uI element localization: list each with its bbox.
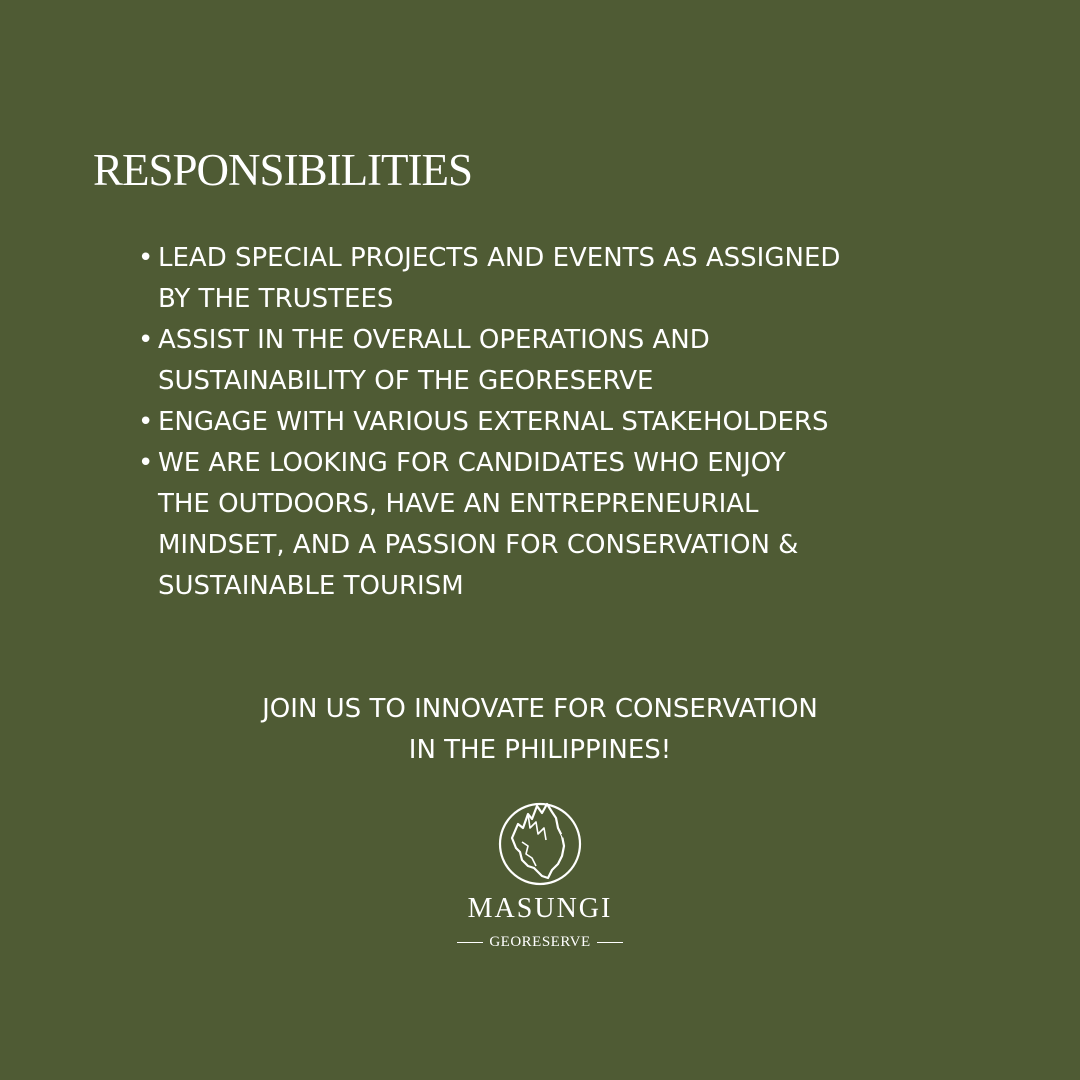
list-item [138, 320, 998, 402]
responsibilities-list [138, 238, 998, 607]
masungi-logo [440, 790, 640, 960]
list-item [138, 402, 998, 443]
bullet: • [138, 243, 154, 273]
cta-line: JOIN US TO INNOVATE FOR CONSERVATION [262, 694, 818, 724]
bullet: • [138, 448, 154, 478]
page-title: RESPONSIBILITIES [93, 145, 473, 195]
list-item-line: SUSTAINABLE TOURISM [158, 571, 464, 601]
list-item-line: ASSIST IN THE OVERALL OPERATIONS AND [158, 325, 710, 355]
list-item-line: SUSTAINABILITY OF THE GEORESERVE [158, 366, 654, 396]
list-item-line: MINDSET, AND A PASSION FOR CONSERVATION & [158, 530, 799, 560]
bullet: • [138, 325, 154, 355]
cta-line: IN THE PHILIPPINES! [408, 735, 672, 765]
list-item-line: LEAD SPECIAL PROJECTS AND EVENTS AS ASSIGNED [158, 243, 841, 273]
list-item [138, 238, 998, 320]
list-item-line: ENGAGE WITH VARIOUS EXTERNAL STAKEHOLDERS [158, 407, 829, 437]
list-item [138, 443, 998, 607]
list-item-line: THE OUTDOORS, HAVE AN ENTREPRENEURIAL [158, 489, 759, 519]
list-item-line: BY THE TRUSTEES [158, 284, 394, 314]
divider [457, 942, 483, 943]
list-item-line: WE ARE LOOKING FOR CANDIDATES WHO ENJOY [158, 448, 786, 478]
logo-subtitle: GEORESERVE [489, 934, 591, 950]
divider [597, 942, 623, 943]
call-to-action [0, 689, 1080, 771]
logo-name: MASUNGI [467, 893, 613, 924]
mountain-profile-icon [492, 794, 588, 890]
bullet: • [138, 407, 154, 437]
logo-subtitle-row [440, 930, 640, 954]
